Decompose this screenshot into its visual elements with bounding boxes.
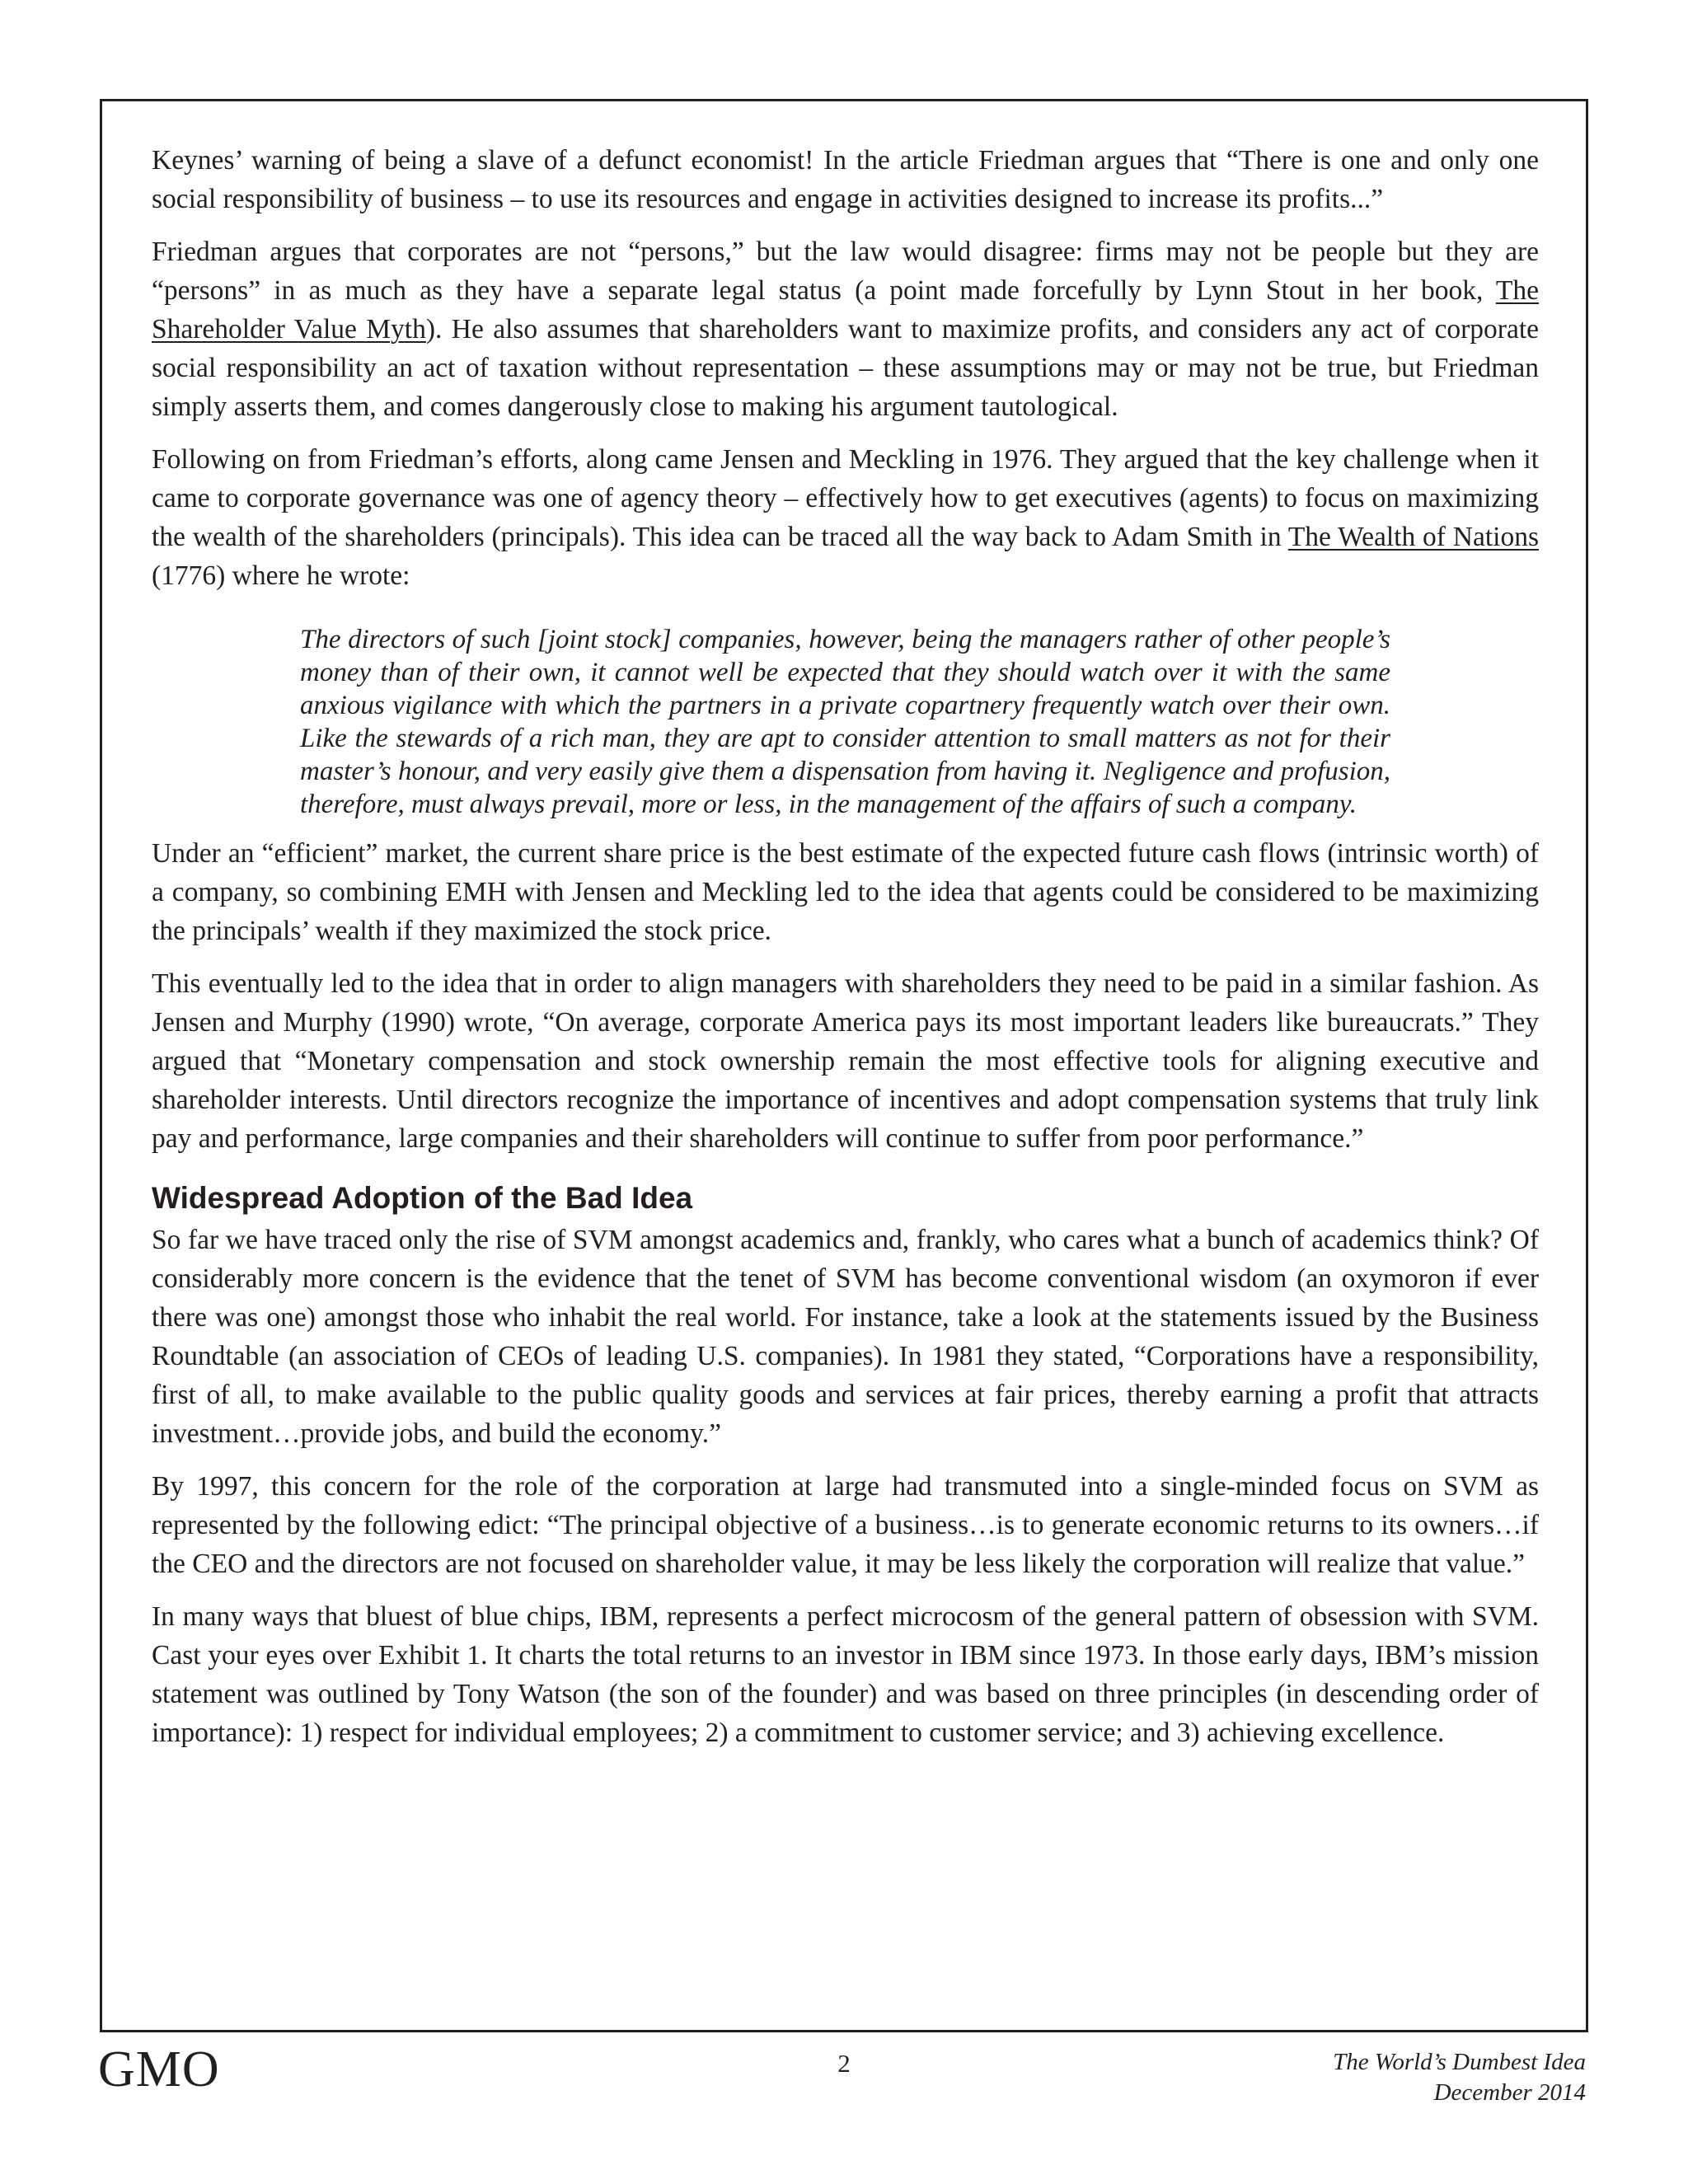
book-title-wealth-of-nations: The Wealth of Nations bbox=[1287, 522, 1540, 552]
paragraph-text: Following on from Friedman’s efforts, along came Jensen and Meckling in 1976. They argued that the key challenge when it came to corporate governance was one of agency theory – effectively how to get executives (agents) to focus on maximizing the wealth of the shareholders (principals). This idea can be traced all the way back to Adam Smith in bbox=[152, 444, 1539, 552]
page-frame bbox=[100, 99, 1588, 2032]
book-title-shareholder-value-myth: The Shareholder Value Myth bbox=[152, 275, 1539, 344]
paragraph-text: ). He also assumes that shareholders want to maximize profits, and considers any act of corporate social responsibility an act of taxation without representation – these assumptions may or may not be true, but Friedman simply asserts them, and comes dangerously close to making his argument tautological. bbox=[152, 314, 1539, 422]
article-body bbox=[152, 141, 1539, 1766]
paragraph-friedman-persons bbox=[152, 232, 1539, 426]
paragraph-jensen-meckling bbox=[152, 440, 1539, 595]
paragraph-jensen-murphy: This eventually led to the idea that in order to align managers with shareholders they need to be paid in a similar fashion. As Jensen and Murphy (1990) wrote, “On average, corporate America pays its most important leaders like bureaucrats.” They argued that “Monetary compensation and stock ownership remain the most effective tools for aligning executive and shareholder interests. Until directors recognize the importance of incentives and adopt compensation systems that truly link pay and performance, large companies and their shareholders will continue to suffer from poor performance.” bbox=[152, 968, 1539, 1154]
paragraph-text: Friedman argues that corporates are not “persons,” but the law would disagree: firms may not be people but they are “persons” in as much as they have a separate legal status (a point made forcefully by Lynn Stout in her book, bbox=[152, 237, 1539, 306]
block-quote-adam-smith: The directors of such [joint stock] companies, however, being the managers rather of other people’s money than of their own, it cannot well be expected that they should watch over it with the same anxious vigilance with which the partners in a private copartnery frequently watch over their own. Like the stewards of a rich man, they are apt to consider attention to small matters as not for their master’s honour, and very easily give them a dispensation from having it. Negligence and profusion, therefore, must always prevail, more or less, in the management of the affairs of such a company. bbox=[300, 625, 1390, 819]
gmo-logo: GMO bbox=[98, 2041, 220, 2097]
publication-title: The World’s Dumbest Idea bbox=[1333, 2049, 1586, 2075]
section-heading: Widespread Adoption of the Bad Idea bbox=[152, 1181, 693, 1215]
page-number: 2 bbox=[837, 2049, 851, 2078]
paragraph-text: (1776) where he wrote: bbox=[152, 560, 410, 591]
footer-publication-info bbox=[1333, 2047, 1586, 2108]
paragraph-1997-edict: By 1997, this concern for the role of the corporation at large had transmuted into a single-minded focus on SVM as represented by the following edict: “The principal objective of a business…is to generate economic returns to its owners…if the CEO and the directors are not focused on shareholder value, it may be less likely the corporation will realize that value.” bbox=[152, 1471, 1539, 1579]
paragraph-business-roundtable: So far we have traced only the rise of SVM amongst academics and, frankly, who cares what a bunch of academics think? Of considerably more concern is the evidence that the tenet of SVM has become conventional wisdom (an oxymoron if ever there was one) amongst those who inhabit the real world. For instance, take a look at the statements issued by the Business Roundtable (an association of CEOs of leading U.S. companies). In 1981 they stated, “Corporations have a responsibility, first of all, to make available to the public quality goods and services at fair prices, thereby earning a profit that attracts investment…provide jobs, and build the economy.” bbox=[152, 1225, 1539, 1449]
paragraph-efficient-market: Under an “efficient” market, the current share price is the best estimate of the expected future cash flows (intrinsic worth) of a company, so combining EMH with Jensen and Meckling led to the idea that agents could be considered to be maximizing the principals’ wealth if they maximized the stock price. bbox=[152, 838, 1539, 946]
paragraph-ibm: In many ways that bluest of blue chips, IBM, represents a perfect microcosm of the general pattern of obsession with SVM. Cast your eyes over Exhibit 1. It charts the total returns to an investor in IBM since 1973. In those early days, IBM’s mission statement was outlined by Tony Watson (the son of the founder) and was based on three principles (in descending order of importance): 1) respect for individual employees; 2) a commitment to customer service; and 3) achieving excellence. bbox=[152, 1601, 1539, 1748]
paragraph-keynes: Keynes’ warning of being a slave of a defunct economist! In the article Friedman argues that “There is one and only one social responsibility of business – to use its resources and engage in activities designed to increase its profits...” bbox=[152, 145, 1539, 214]
publication-date: December 2014 bbox=[1433, 2079, 1586, 2106]
